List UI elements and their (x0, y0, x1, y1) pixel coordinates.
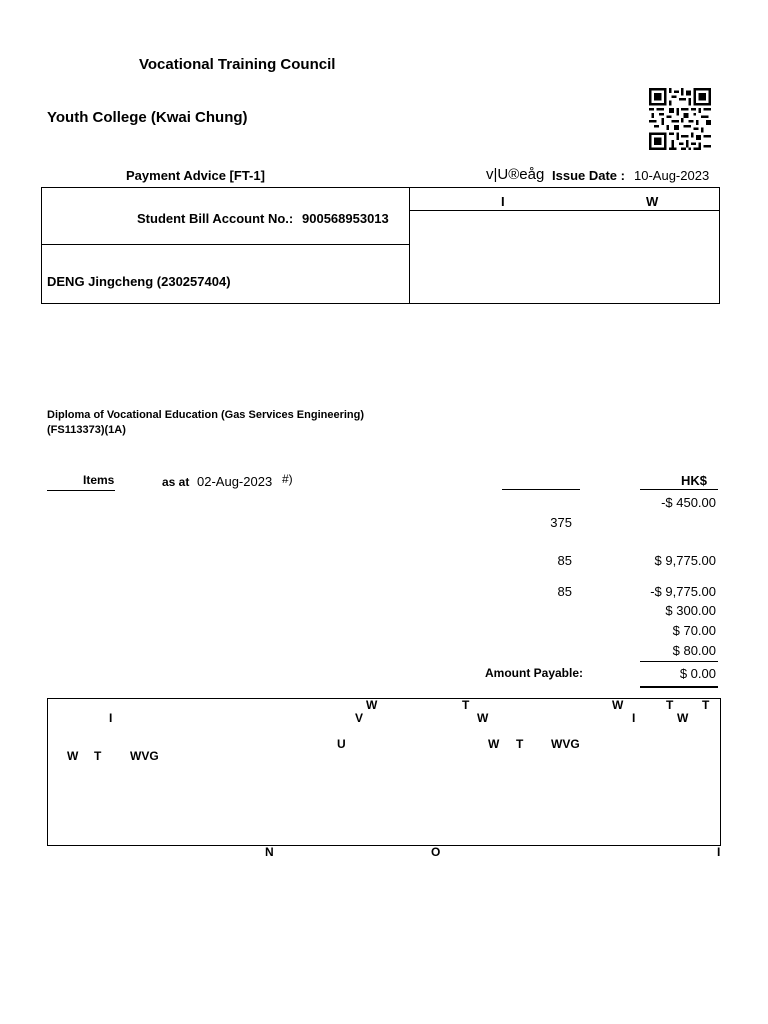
right-header-right: W (646, 194, 659, 209)
notes-char: WVG (551, 737, 580, 751)
organization-name: Vocational Training Council (139, 56, 336, 73)
account-box-header-divider (409, 210, 720, 211)
notes-char: W (477, 711, 489, 725)
student-name: DENG Jingcheng (230257404) (47, 274, 231, 289)
notes-char: W (366, 698, 378, 712)
notes-char: I (632, 711, 636, 725)
account-number: 900568953013 (302, 211, 389, 226)
notes-char: V (355, 711, 364, 725)
programme-name: Diploma of Vocational Education (Gas Services Engineering) (47, 409, 365, 421)
amount-payable-label: Amount Payable: (485, 666, 584, 680)
as-at-date: 02-Aug-2023 (197, 474, 273, 489)
notes-char: T (462, 698, 470, 712)
garbled-text: v|U®eåg (486, 166, 545, 183)
currency-header-underline (640, 489, 718, 490)
row-qty: 375 (550, 515, 572, 530)
notes-char: T (666, 698, 674, 712)
as-at-suffix: #) (282, 472, 293, 486)
notes-char: W (488, 737, 500, 751)
currency-header: HK$ (681, 473, 708, 488)
payment-advice-title: Payment Advice [FT-1] (126, 168, 265, 183)
notes-char: T (702, 698, 710, 712)
issue-date: 10-Aug-2023 (634, 168, 710, 183)
notes-char: I (109, 711, 113, 725)
qr-code-icon (648, 88, 712, 150)
row-amount: $ 80.00 (672, 643, 716, 658)
items-underline (47, 490, 115, 491)
as-at-label: as at (162, 475, 190, 489)
account-label: Student Bill Account No.: (137, 211, 294, 226)
row-qty: 85 (557, 553, 572, 568)
row-qty: 85 (557, 584, 572, 599)
notes-char: T (516, 737, 524, 751)
notes-box (47, 698, 721, 846)
footer-char: O (431, 845, 441, 859)
college-name: Youth College (Kwai Chung) (47, 109, 248, 126)
qty-header-underline (502, 489, 580, 490)
notes-char: W (677, 711, 689, 725)
footer-char: I (717, 845, 721, 859)
notes-char: WVG (130, 749, 159, 763)
notes-char: W (612, 698, 624, 712)
total-top-rule (640, 661, 718, 662)
account-box-divider (409, 187, 410, 304)
programme-code: (FS113373)(1A) (47, 424, 126, 436)
footer-char: N (265, 845, 274, 859)
amount-payable: $ 0.00 (679, 666, 716, 681)
row-amount: $ 9,775.00 (654, 553, 716, 568)
row-amount: -$ 450.00 (661, 495, 716, 510)
notes-char: T (94, 749, 102, 763)
row-amount: $ 300.00 (665, 603, 716, 618)
notes-char: U (337, 737, 346, 751)
row-amount: $ 70.00 (672, 623, 716, 638)
total-bottom-rule (640, 686, 718, 688)
issue-date-label: Issue Date : (552, 168, 625, 183)
right-header-left: I (501, 194, 505, 209)
account-box-row-divider (41, 244, 409, 245)
items-label: Items (83, 473, 115, 487)
notes-char: W (67, 749, 79, 763)
row-amount: -$ 9,775.00 (650, 584, 716, 599)
